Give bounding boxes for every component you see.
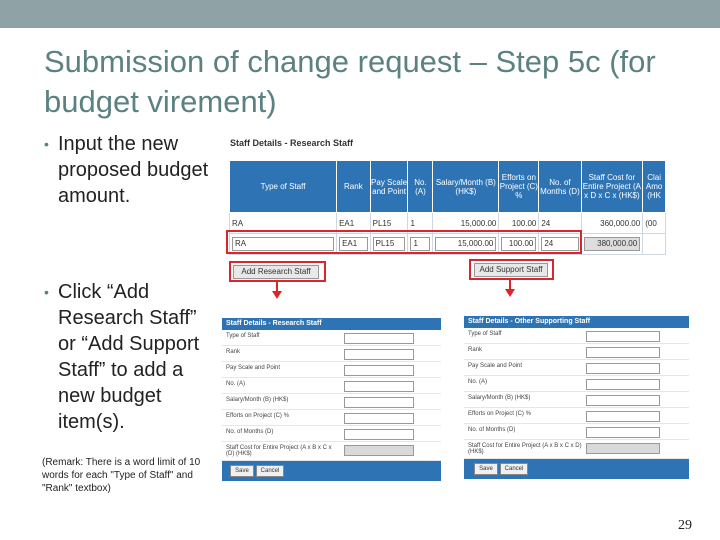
salary-field[interactable] [344,397,414,408]
field-label: Efforts on Project (C) % [226,413,289,419]
pay-scale-input[interactable]: PL15 [373,237,406,251]
field-label: No. (A) [468,379,488,385]
cell: RA [230,213,337,234]
field-label: Rank [226,349,241,355]
cell: (00 [643,213,666,234]
field-label: Efforts on Project (C) % [468,411,531,417]
col-months: No. of Months (D) [539,161,581,213]
cell: 1 [408,213,433,234]
bullet-dot-icon: • [44,284,49,300]
bullet-text: Click “Add Research Staff” or “Add Support Staff” to add a new budget item(s). [58,281,200,433]
add-support-staff-button[interactable]: Add Support Staff [474,263,548,277]
months-field[interactable] [586,427,660,438]
cell: EA1 [337,213,371,234]
field-label: Rank [468,347,483,353]
type-of-staff-input[interactable]: RA [232,237,334,251]
highlight-add-research [229,261,326,282]
field-label: Type of Staff [468,331,502,337]
field-label: Staff Cost for Entire Project (A x B x C x D) (HK$) [468,443,582,455]
type-of-staff-field[interactable] [586,331,660,342]
bullet-add-staff [44,279,218,435]
efforts-field[interactable] [586,411,660,422]
remark-note: (Remark: There is a word limit of 10 words for each "Type of Staff" and "Rank" textbox) [42,457,201,494]
slide-title: Submission of change request – Step 5c (for budget virement) [44,44,656,119]
research-staff-form [222,318,441,481]
number-field[interactable] [586,379,660,390]
cell: 360,000.00 [581,213,643,234]
form-footer [464,459,689,477]
number-input[interactable]: 1 [410,237,430,251]
cell: 15,000.00 [433,213,499,234]
arrow-down-icon [505,289,515,297]
form-title: Staff Details - Research Staff [222,318,441,330]
rank-field[interactable] [344,349,414,360]
months-field[interactable] [344,429,414,440]
staff-cost-field: 380,000.00 [584,237,641,251]
col-efforts: Efforts on Project (C) % [499,161,539,213]
number-field[interactable] [344,381,414,392]
support-staff-form [464,316,689,479]
field-label: Type of Staff [226,333,260,339]
form-title: Staff Details - Other Supporting Staff [464,316,689,328]
col-salary-month: Salary/Month (B) (HK$) [433,161,499,213]
field-label: Pay Scale and Point [468,363,523,369]
field-label: No. of Months (D) [226,429,274,435]
salary-input[interactable]: 15,000.00 [435,237,496,251]
bullet-text: Input the new proposed budget amount. [58,133,209,207]
field-label: Salary/Month (B) (HK$) [468,395,531,401]
col-number: No. (A) [408,161,433,213]
table-header-row [230,161,666,213]
col-rank: Rank [337,161,371,213]
field-label: No. of Months (D) [468,427,516,433]
rank-input[interactable]: EA1 [339,237,368,251]
col-pay-scale: Pay Scale and Point [370,161,408,213]
cell: 100.00 [499,213,539,234]
salary-field[interactable] [586,395,660,406]
field-label: Staff Cost for Entire Project (A x B x C x (D) (HK$) [226,445,332,457]
field-label: Salary/Month (B) (HK$) [226,397,289,403]
bullet-input-budget [44,131,218,209]
cancel-button[interactable]: Cancel [256,465,284,477]
cell: PL15 [370,213,408,234]
pay-scale-field[interactable] [344,365,414,376]
col-staff-cost: Staff Cost for Entire Project (A x D x C x (HK$) [581,161,643,213]
rank-field[interactable] [586,347,660,358]
save-button[interactable]: Save [230,465,254,477]
col-type-of-staff: Type of Staff [230,161,337,213]
form-footer [222,461,441,479]
page-number: 29 [678,518,692,533]
highlight-add-support [469,259,554,280]
months-input[interactable]: 24 [541,237,578,251]
arrow-down-icon [272,291,282,299]
staff-cost-field [586,443,660,454]
save-button[interactable]: Save [474,463,498,475]
cancel-button[interactable]: Cancel [500,463,528,475]
type-of-staff-field[interactable] [344,333,414,344]
field-label: Pay Scale and Point [226,365,281,371]
efforts-input[interactable]: 100.00 [501,237,536,251]
table-title: Staff Details - Research Staff [230,138,354,148]
efforts-field[interactable] [344,413,414,424]
pay-scale-field[interactable] [586,363,660,374]
highlight-new-row [226,230,582,254]
bullet-dot-icon: • [44,136,49,152]
cell: 24 [539,213,581,234]
staff-cost-field [344,445,414,456]
top-bar [0,0,720,28]
col-claim-amount: Clai Amo (HK [643,161,666,213]
field-label: No. (A) [226,381,246,387]
cell [643,234,666,255]
add-research-staff-button[interactable]: Add Research Staff [233,265,319,279]
